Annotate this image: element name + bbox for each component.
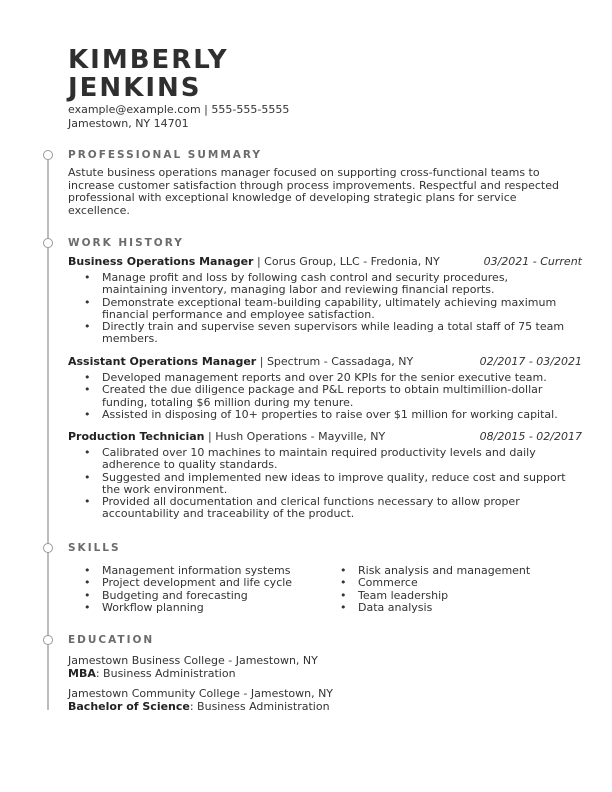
job-bullet xyxy=(68,321,582,346)
education-heading: EDUCATION xyxy=(68,634,155,646)
bullet-line: • Suggested and implemented new ideas to improve quality, reduce cost and support xyxy=(102,470,566,484)
skill-item: • Commerce xyxy=(324,577,584,589)
degree: MBA xyxy=(68,667,96,680)
timeline-dot-skills xyxy=(43,543,53,553)
job-title: Assistant Operations Manager xyxy=(68,355,257,368)
job-dates: 02/2017 - 03/2021 xyxy=(479,355,582,368)
bullet-line: accountability and traceability of the product. xyxy=(102,507,355,521)
bullet-line: adherence to quality standards. xyxy=(102,458,278,472)
job-title: Business Operations Manager xyxy=(68,255,254,268)
timeline-dot-work xyxy=(43,238,53,248)
job-header xyxy=(68,355,582,369)
skill-item: • Budgeting and forecasting xyxy=(68,590,328,602)
education-entry xyxy=(68,654,318,680)
job-company: | Corus Group, LLC - Fredonia, NY xyxy=(253,255,440,268)
job-bullet xyxy=(68,496,582,521)
bullet-line: • Calibrated over 10 machines to maintain required productivity levels and daily xyxy=(102,446,536,459)
job-header xyxy=(68,430,582,444)
job-bullet xyxy=(68,447,582,472)
job-dates: 03/2021 - Current xyxy=(483,255,582,268)
skill-item: • Data analysis xyxy=(324,602,584,614)
job-entry xyxy=(68,255,582,346)
job-bullets xyxy=(68,372,582,421)
first-name: KIMBERLY xyxy=(68,45,229,75)
work-history-heading: WORK HISTORY xyxy=(68,237,184,249)
bullet-line: the work environment. xyxy=(102,482,228,496)
job-entry xyxy=(68,430,582,521)
bullet-line: • Developed management reports and over 20 KPIs for the senior executive team. xyxy=(102,371,547,384)
skills-column-right xyxy=(324,565,584,614)
summary-text xyxy=(68,167,568,217)
phone: 555-555-5555 xyxy=(211,103,290,116)
skills-heading: SKILLS xyxy=(68,542,121,554)
degree-line xyxy=(68,667,318,680)
job-bullet xyxy=(68,297,582,322)
skill-item: • Project development and life cycle xyxy=(68,577,328,589)
location: Jamestown, NY 14701 xyxy=(68,117,189,130)
contact-line xyxy=(68,103,289,117)
last-name: JENKINS xyxy=(68,73,202,103)
job-company: | Hush Operations - Mayville, NY xyxy=(204,430,386,443)
field-of-study: : Business Administration xyxy=(95,667,236,680)
timeline-dot-education xyxy=(43,635,53,645)
bullet-line: financial performance and employee satisfaction. xyxy=(102,307,375,321)
bullet-line: members. xyxy=(102,332,158,346)
job-bullet xyxy=(68,272,582,297)
timeline-dot-summary xyxy=(43,150,53,160)
bullet-line: • Demonstrate exceptional team-building capability, ultimately achieving maximum xyxy=(102,295,557,309)
summary-line: increase customer satisfaction through process improvements. Respectful and respected xyxy=(68,178,559,192)
skill-item: • Team leadership xyxy=(324,590,584,602)
job-bullet xyxy=(68,409,582,421)
bullet-line: • Directly train and supervise seven supervisors while leading a total staff of 75 team xyxy=(102,320,565,334)
bullet-line: maintaining inventory, managing labor and reviewing financial reports. xyxy=(102,283,495,297)
job-company: | Spectrum - Cassadaga, NY xyxy=(256,355,414,368)
skills-column-left xyxy=(68,565,328,614)
job-bullet xyxy=(68,472,582,497)
job-entry xyxy=(68,355,582,421)
school-name: Jamestown Community College - Jamestown, NY xyxy=(68,687,334,700)
job-dates: 08/2015 - 02/2017 xyxy=(479,430,582,443)
candidate-name xyxy=(68,46,229,102)
job-bullets xyxy=(68,272,582,346)
field-of-study: : Business Administration xyxy=(189,700,330,713)
bullet-line: • Manage profit and loss by following cash control and security procedures, xyxy=(102,271,509,284)
job-bullet xyxy=(68,384,582,409)
school-name: Jamestown Business College - Jamestown, NY xyxy=(68,654,318,667)
job-header xyxy=(68,255,582,269)
degree: Bachelor of Science xyxy=(68,700,190,713)
bullet-line: • Provided all documentation and clerical functions necessary to allow proper xyxy=(102,495,520,509)
summary-heading: PROFESSIONAL SUMMARY xyxy=(68,149,263,161)
contact-info xyxy=(68,103,289,131)
job-title: Production Technician xyxy=(68,430,205,443)
email: example@example.com xyxy=(68,103,201,116)
bullet-line: funding, totaling $6 million during my tenure. xyxy=(102,395,354,409)
skill-item: • Risk analysis and management xyxy=(324,565,584,577)
job-bullets xyxy=(68,447,582,521)
bullet-line: • Assisted in disposing of 10+ properties to raise over $1 million for working capital. xyxy=(102,407,558,421)
contact-separator: | xyxy=(200,103,212,116)
skill-item: • Management information systems xyxy=(68,565,328,577)
skill-item: • Workflow planning xyxy=(68,602,328,614)
summary-line: Astute business operations manager focused on supporting cross-functional teams to xyxy=(68,166,540,179)
education-entry xyxy=(68,687,333,713)
summary-line: excellence. xyxy=(68,203,130,217)
timeline-line xyxy=(47,150,49,710)
degree-line xyxy=(68,700,333,713)
bullet-line: • Created the due diligence package and P&L reports to obtain multimillion-dollar xyxy=(102,383,543,397)
summary-line: professional with exceptional knowledge of developing strategic plans for service xyxy=(68,191,517,204)
